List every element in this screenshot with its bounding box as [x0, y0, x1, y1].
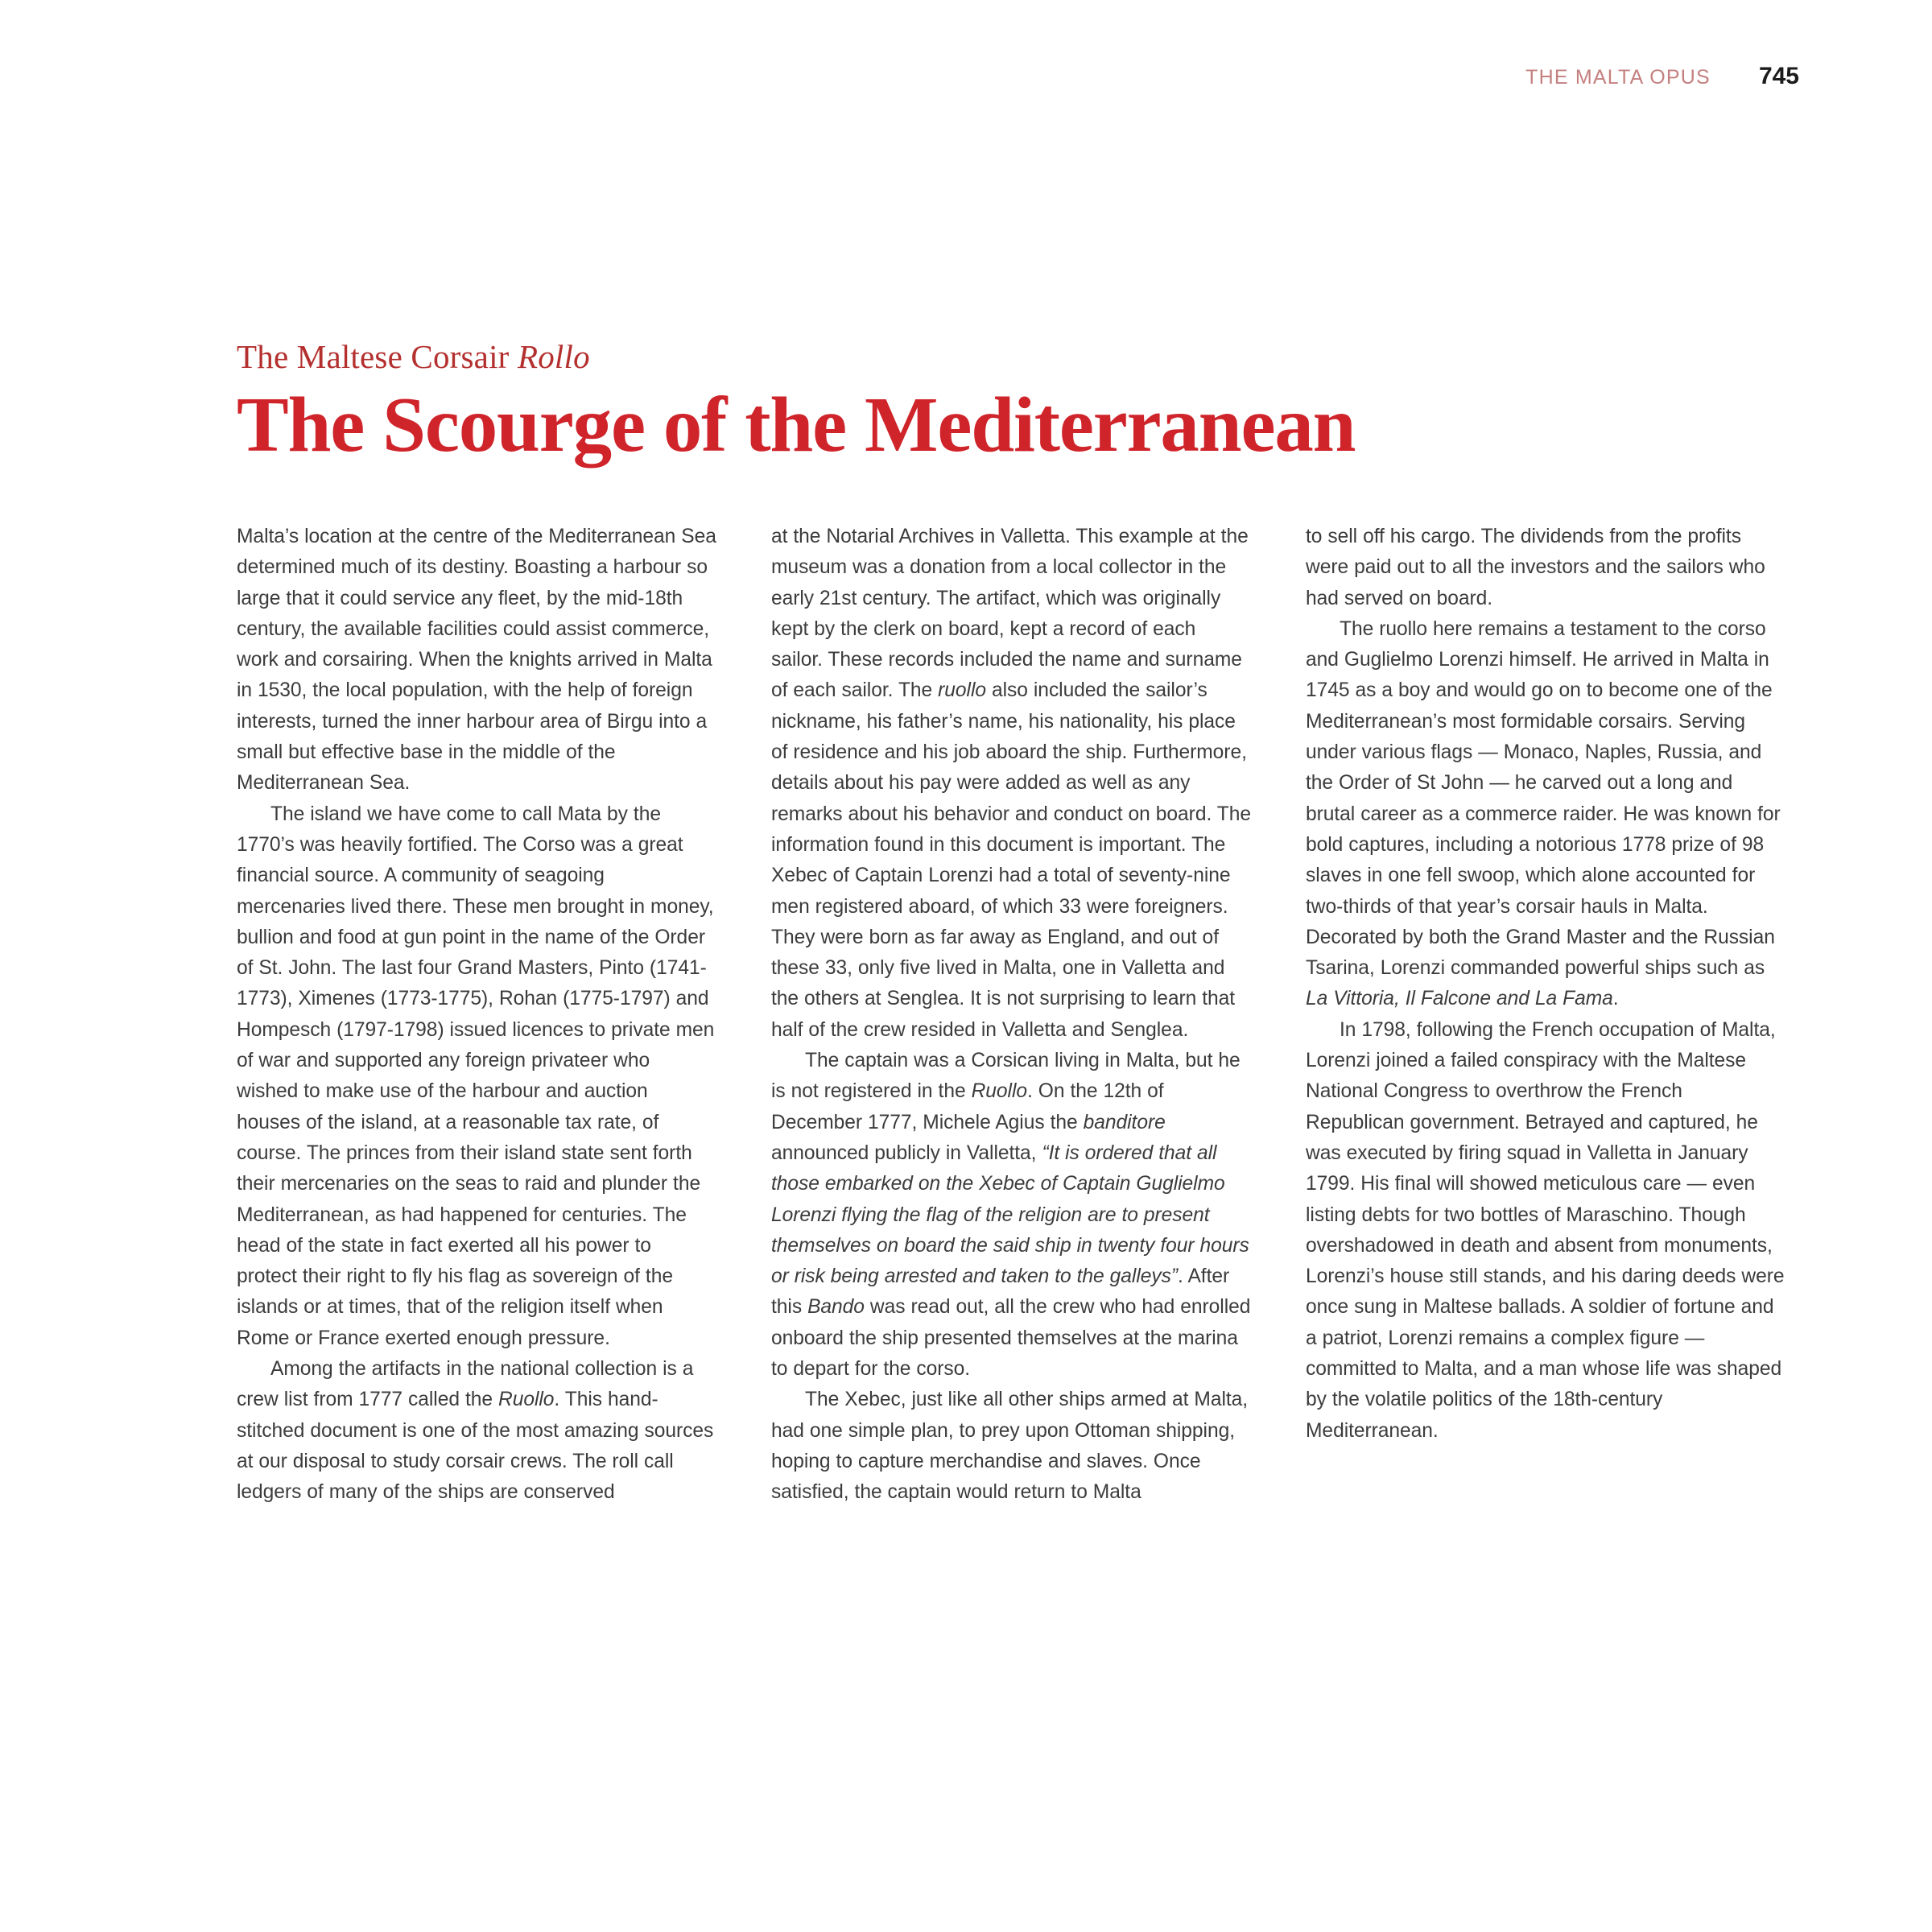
paragraph	[771, 1385, 1251, 1508]
text-column-2	[771, 522, 1251, 1509]
italic-run: banditore	[1083, 1111, 1166, 1133]
italic-run: Ruollo	[497, 1389, 555, 1411]
paragraph	[237, 1354, 716, 1508]
running-header-title: THE MALTA OPUS	[1525, 66, 1711, 89]
running-header	[1525, 63, 1799, 90]
page-number: 745	[1758, 63, 1799, 89]
kicker-italic-term: Rollo	[517, 338, 590, 375]
text-run: The Xebec, just like all other ships armed at Malta, had one simple plan, to prey upon Ottoman shipping, hoping to capture merchandise and slaves. Once satisfied, the captain would return to Malta	[771, 1389, 1249, 1504]
article-body	[237, 522, 1803, 1509]
paragraph	[1306, 1015, 1785, 1447]
article-kicker	[237, 338, 1814, 376]
paragraph	[771, 522, 1251, 1046]
text-run: Among the artifacts in the national collection is a crew list from 1777 called the	[237, 1358, 694, 1411]
text-run: . This hand-stitched document is one of the most amazing sources at our disposal to study corsair crews. The roll call ledgers of many of the ships are conserved	[237, 1389, 714, 1504]
text-run: The captain was a Corsican living in Malta, but he is not registered in the	[771, 1050, 1241, 1103]
italic-run: Bando	[807, 1296, 865, 1319]
paragraph	[771, 1046, 1251, 1385]
italic-run: Ruollo	[971, 1080, 1027, 1103]
text-run: The island we have come to call Mata by the 1770’s was heavily fortified. The Corso was a great financial source. A community of seagoing mercenaries lived there. These men brought in money, bullion and food at gun point in the name of the Order of St. John. The last four Grand Masters, Pinto (1741-1773), Ximenes (1773-1775), Rohan (1775-1797) and Hompesch (1797-1798) issued licences to private men of war and supported any foreign privateer who wished to make use of the harbour and auction houses of the island, at a reasonable tax rate, of course. The princes from their island state sent forth their mercenaries on the seas to raid and plunder the Mediterranean, as had happened for centuries. The head of the state in fact exerted all his power to protect their right to fly his flag as sovereign of the islands or at times, that of the religion itself when Rome or France exerted enough pressure.	[237, 803, 715, 1349]
kicker-text: The Maltese Corsair	[237, 338, 518, 375]
text-run: at the Notarial Archives in Valletta. This example at the museum was a donation from a local collector in the early 21st century. The artifact, which was originally kept by the clerk on board, kept a record of each sailor. These records included the name and surname of each sailor. The	[771, 526, 1249, 702]
italic-run: ruollo	[938, 679, 987, 702]
text-run: announced publicly in Valletta,	[771, 1141, 1042, 1164]
paragraph	[237, 522, 716, 799]
text-run: .	[1612, 988, 1619, 1010]
text-run: was read out, all the crew who had enrolled onboard the ship presented themselves at the marina to depart for the corso.	[771, 1296, 1251, 1381]
paragraph	[1306, 522, 1785, 614]
text-run: . On the 12th of December 1777, Michele Agius the	[771, 1080, 1164, 1133]
text-run: Malta’s location at the centre of the Mediterranean Sea determined much of its destiny. Boasting a harbour so large that it could service any fleet, by the mid-18th century, the available facilities could assist commerce, work and corsairing. When the knights arrived in Malta in 1530, the local population, with the help of foreign interests, turned the inner harbour area of Birgu into a small but effective base in the middle of the Mediterranean Sea.	[237, 526, 716, 795]
paragraph	[1306, 614, 1785, 1015]
text-run: to sell off his cargo. The dividends from the profits were paid out to all the investors and the sailors who had served on board.	[1306, 526, 1765, 609]
text-column-3	[1306, 522, 1785, 1447]
text-run: also included the sailor’s nickname, his father’s name, his nationality, his place of residence and his job aboard the ship. Furthermore, details about his pay were added as well as any remarks about his behavior and conduct on board. The information found in this document is important. The Xebec of Captain Lorenzi had a total of seventy-nine men registered aboard, of which 33 were foreigners. They were born as far away as England, and out of these 33, only five lived in Malta, one in Valletta and the others at Senglea. It is not surprising to learn that half of the crew resided in Valletta and Senglea.	[771, 679, 1251, 1041]
page-title: The Scourge of the Mediterranean	[237, 382, 1356, 469]
title-block	[237, 338, 1814, 469]
text-run: In 1798, following the French occupation of Malta, Lorenzi joined a failed conspiracy with the Maltese National Congress to overthrow the French Republican government. Betrayed and captured, he was executed by firing squad in Valletta in January 1799. His final will showed meticulous care — even listing debts for two bottles of Maraschino. Though overshadowed in death and absent from monuments, Lorenzi’s house still stands, and his daring deeds were once sung in Maltese ballads. A soldier of fortune and a patriot, Lorenzi remains a complex figure — committed to Malta, and a man whose life was shaped by the volatile politics of the 18th-century Mediterranean.	[1306, 1018, 1785, 1442]
italic-run: “It is ordered that all those embarked on the Xebec of Captain Guglielmo Lorenzi flying the flag of the religion are to present themselves on board the said ship in twenty four hours or risk being arrested and taken to the galleys”	[771, 1141, 1249, 1288]
text-run: . After this	[771, 1265, 1230, 1319]
italic-run: La Vittoria, Il Falcone and La Fama	[1306, 988, 1613, 1010]
text-run: The ruollo here remains a testament to the corso and Guglielmo Lorenzi himself. He arrived in Malta in 1745 as a boy and would go on to become one of the Mediterranean’s most formidable corsairs. Serving under various flags — Monaco, Naples, Russia, and the Order of St John — he carved out a long and brutal career as a commerce raider. He was known for bold captures, including a notorious 1778 prize of 98 slaves in one fell swoop, which alone accounted for two-thirds of that year’s corsair hauls in Malta. Decorated by both the Grand Master and the Russian Tsarina, Lorenzi commanded powerful ships such as	[1306, 617, 1781, 980]
paragraph	[237, 799, 716, 1354]
text-column-1	[237, 522, 716, 1509]
